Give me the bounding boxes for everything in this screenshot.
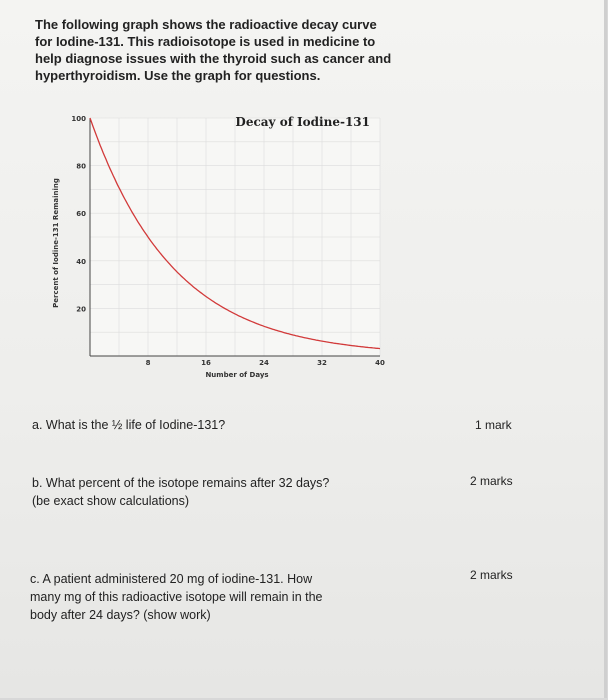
x-tick-label: 8 [145, 359, 151, 367]
question-c-text-line3: body after 24 days? (show work) [30, 608, 211, 622]
question-a-text: a. What is the ½ life of Iodine-131? [32, 418, 226, 432]
decay-chart-svg [40, 100, 390, 390]
y-tick-label: 100 [71, 115, 86, 123]
intro-line: hyperthyroidism. Use the graph for questions. [35, 68, 321, 83]
question-b-marks: 2 marks [470, 474, 513, 488]
question-c-text-line1: c. A patient administered 20 mg of iodine-131. How [30, 572, 313, 586]
chart-title: Decay of Iodine-131 [235, 115, 370, 129]
question-c [30, 570, 323, 624]
y-tick-label: 40 [76, 257, 86, 266]
intro-paragraph [35, 16, 395, 84]
y-tick-label: 80 [76, 162, 86, 171]
intro-line: help diagnose issues with the thyroid such as cancer and [35, 51, 392, 66]
intro-line: The following graph shows the radioactive decay curve [35, 17, 377, 32]
x-tick-label: 24 [259, 359, 269, 367]
question-b-text-line1: b. What percent of the isotope remains after 32 days? [32, 476, 330, 490]
decay-chart [40, 100, 390, 390]
y-axis-label: Percent of Iodine-131 Remaining [52, 178, 60, 308]
question-b-text-line2: (be exact show calculations) [32, 494, 190, 508]
question-c-text-line2: many mg of this radioactive isotope will remain in the [30, 590, 323, 604]
question-a-marks: 1 mark [475, 418, 512, 432]
x-tick-label: 32 [317, 359, 327, 367]
x-axis-label: Number of Days [205, 371, 269, 379]
y-tick-label: 60 [76, 210, 86, 219]
x-tick-label: 40 [375, 359, 385, 367]
x-tick-label: 16 [201, 359, 211, 367]
question-a [32, 416, 225, 434]
y-tick-label: 20 [76, 305, 86, 314]
question-b [32, 474, 329, 510]
question-c-marks: 2 marks [470, 568, 513, 582]
intro-line: for Iodine-131. This radioisotope is used in medicine to [35, 34, 376, 49]
